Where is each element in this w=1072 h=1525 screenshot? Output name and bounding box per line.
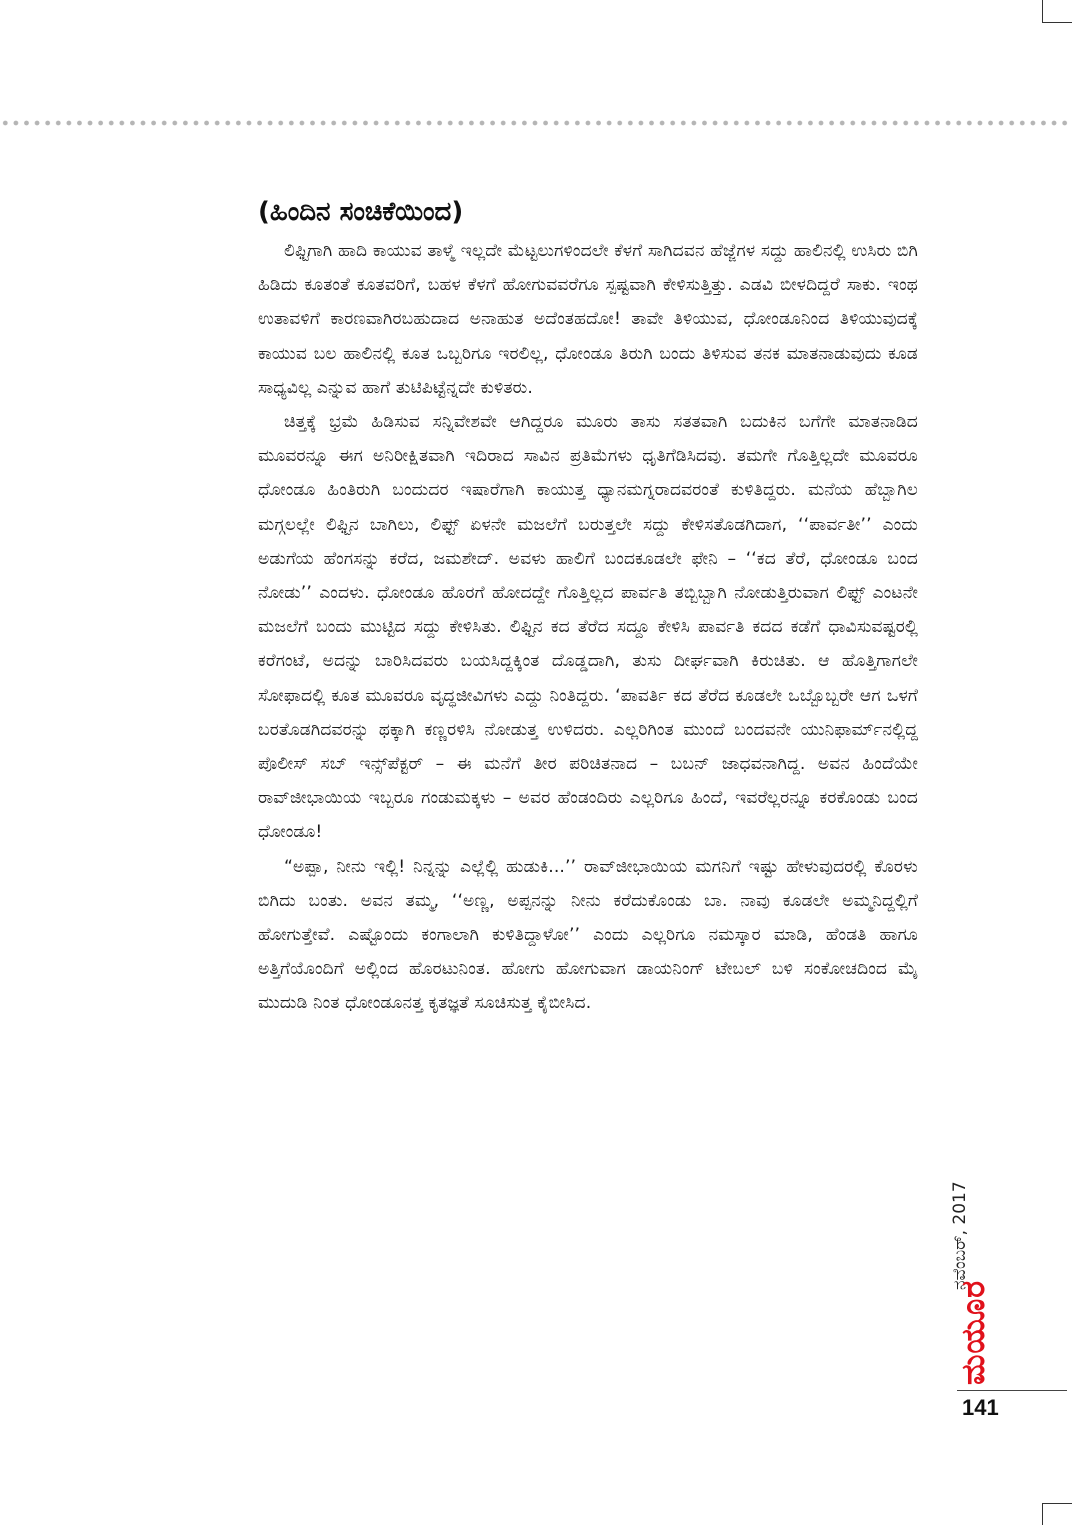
crop-mark-bottom-right xyxy=(1042,1503,1072,1504)
paragraph-2: ಚಿತ್ತಕ್ಕೆ ಭ್ರಮೆ ಹಿಡಿಸುವ ಸನ್ನಿವೇಶವೇ ಆಗಿದ್ದರೂ ಮೂರು ತಾಸು ಸತತವಾಗಿ ಬದುಕಿನ ಬಗೆಗೇ ಮಾತನಾಡಿದ ಮೂವರನ್ನೂ ಈಗ ಅನಿರೀಕ್ಷಿತವಾಗಿ ಇದಿರಾದ ಸಾವಿನ ಪ್ರತಿಮೆಗಳು ಧೃತಿಗೆಡಿಸಿದವು. ತಮಗೇ ಗೊತ್ತಿಲ್ಲದೇ ಮೂವರೂ ಧೋಂಡೂ ಹಿಂತಿರುಗಿ ಬಂದುದರ ಇಷಾರೆಗಾಗಿ ಕಾಯುತ್ತ ಧ್ಯಾನಮಗ್ನರಾದವರಂತೆ ಕುಳಿತಿದ್ದರು. ಮನೆಯ ಹೆಬ್ಬಾಗಿಲ ಮಗ್ಗಲಲ್ಲೇ ಲಿಫ್ಟಿನ ಬಾಗಿಲು, ಲಿಫ್ಟ್ ಏಳನೇ ಮಜಲೆಗೆ ಬರುತ್ತಲೇ ಸದ್ದು ಕೇಳಿಸತೊಡಗಿದಾಗ, ‘‘ಪಾರ್ವತೀ’’ ಎಂದು ಅಡುಗೆಯ ಹೆಂಗಸನ್ನು ಕರೆದ, ಜಮಶೇದ್. ಅವಳು ಹಾಲಿಗೆ ಬಂದಕೂಡಲೇ ಫೇನಿ – ‘‘ಕದ ತೆರೆ, ಧೋಂಡೂ ಬಂದ ನೋಡು’’ ಎಂದಳು. ಧೋಂಡೂ ಹೊರಗೆ ಹೋದದ್ದೇ ಗೊತ್ತಿಲ್ಲದ ಪಾರ್ವತಿ ತಬ್ಬಿಬ್ಬಾಗಿ ನೋಡುತ್ತಿರುವಾಗ ಲಿಫ್ಟ್ ಎಂಟನೇ ಮಜಲೆಗೆ ಬಂದು ಮುಟ್ಟಿದ ಸದ್ದು ಕೇಳಿಸಿತು. ಲಿಫ್ಟಿನ ಕದ ತೆರೆದ ಸದ್ದೂ ಕೇಳಿಸಿ ಪಾರ್ವತಿ ಕದದ ಕಡೆಗೆ ಧಾವಿಸುವಷ್ಟರಲ್ಲಿ ಕರೆಗಂಟೆ, ಅದನ್ನು ಬಾರಿಸಿದವರು ಬಯಸಿದ್ದಕ್ಕಿಂತ ದೊಡ್ಡದಾಗಿ, ತುಸು ದೀರ್ಘವಾಗಿ ಕಿರುಚಿತು. ಆ ಹೊತ್ತಿಗಾಗಲೇ ಸೋಫಾದಲ್ಲಿ ಕೂತ ಮೂವರೂ ವೃದ್ಧಜೀವಿಗಳು ಎದ್ದು ನಿಂತಿದ್ದರು. ‘ಪಾವರ್ತಿ ಕದ ತೆರೆದ ಕೂಡಲೇ ಒಬ್ಬೊಬ್ಬರೇ ಆಗ ಒಳಗೆ ಬರತೊಡಗಿದವರನ್ನು ಥಕ್ಕಾಗಿ ಕಣ್ಣರಳಿಸಿ ನೋಡುತ್ತ ಉಳಿದರು. ಎಲ್ಲರಿಗಿಂತ ಮುಂದೆ ಬಂದವನೇ ಯುನಿಫಾರ್ಮ್‌ನಲ್ಲಿದ್ದ ಪೊಲೀಸ್ ಸಬ್ ಇನ್ಸ್‌ಪೆಕ್ಟರ್ – ಈ ಮನೆಗೆ ತೀರ ಪರಿಚಿತನಾದ – ಬಬನ್ ಜಾಧವನಾಗಿದ್ದ. ಅವನ ಹಿಂದೆಯೇ ರಾವ್‌ಜೀಭಾಯಿಯ ಇಬ್ಬರೂ ಗಂಡುಮಕ್ಕಳು – ಅವರ ಹೆಂಡಂದಿರು ಎಲ್ಲರಿಗೂ ಹಿಂದೆ, ಇವರೆಲ್ಲರನ್ನೂ ಕರಕೊಂಡು ಬಂದ ಧೋಂಡೂ! xyxy=(258,412,918,843)
issue-date: ನವೆಂಬರ್, 2017 xyxy=(950,1181,970,1290)
page-number: 141 xyxy=(962,1395,999,1420)
paragraph-3: “ಅಪ್ಪಾ, ನೀನು ಇಲ್ಲಿ! ನಿನ್ನನ್ನು ಎಲ್ಲೆಲ್ಲಿ ಹುಡುಕಿ...’’ ರಾವ್‌ಜೀಭಾಯಿಯ ಮಗನಿಗೆ ಇಷ್ಟು ಹೇಳುವುದರಲ್ಲಿ ಕೊರಳು ಬಿಗಿದು ಬಂತು. ಅವನ ತಮ್ಮ, ‘‘ಅಣ್ಣ, ಅಪ್ಪನನ್ನು ನೀನು ಕರೆದುಕೊಂಡು ಬಾ. ನಾವು ಕೂಡಲೇ ಅಮ್ಮನಿದ್ದಲ್ಲಿಗೆ ಹೋಗುತ್ತೇವೆ. ಎಷ್ಟೊಂದು ಕಂಗಾಲಾಗಿ ಕುಳಿತಿದ್ದಾಳೋ’’ ಎಂದು ಎಲ್ಲರಿಗೂ ನಮಸ್ಕಾರ ಮಾಡಿ, ಹೆಂಡತಿ ಹಾಗೂ ಅತ್ತಿಗೆಯೊಂದಿಗೆ ಅಲ್ಲಿಂದ ಹೊರಟುನಿಂತ. ಹೋಗು ಹೋಗುವಾಗ ಡಾಯನಿಂಗ್ ಟೇಬಲ್ ಬಳಿ ಸಂಕೋಚದಿಂದ ಮೈ ಮುದುಡಿ ನಿಂತ ಧೋಂಡೂನತ್ತ ಕೃತಜ್ಞತೆ ಸೂಚಿಸುತ್ತ ಕೈಬೀಸಿದ. xyxy=(258,856,918,1014)
article-body xyxy=(258,190,918,1021)
magazine-logo: ಮಯೂರ xyxy=(954,1279,992,1385)
article-heading: (ಹಿಂದಿನ ಸಂಚಿಕೆಯಿಂದ) xyxy=(258,197,464,227)
crop-mark-top-right xyxy=(1042,22,1072,23)
paragraph-1: ಲಿಫ್ಟಿಗಾಗಿ ಹಾದಿ ಕಾಯುವ ತಾಳ್ಮೆ ಇಲ್ಲದೇ ಮೆಟ್ಟಲುಗಳಿಂದಲೇ ಕೆಳಗೆ ಸಾಗಿದವನ ಹೆಜ್ಜೆಗಳ ಸದ್ದು ಹಾಲಿನಲ್ಲಿ ಉಸಿರು ಬಿಗಿ ಹಿಡಿದು ಕೂತಂತೆ ಕೂತವರಿಗೆ, ಬಹಳ ಕೆಳಗೆ ಹೋಗುವವರೆಗೂ ಸ್ಪಷ್ಟವಾಗಿ ಕೇಳಿಸುತ್ತಿತ್ತು. ಎಡವಿ ಬೀಳದಿದ್ದರೆ ಸಾಕು. ಇಂಥ ಉತಾವಳಿಗೆ ಕಾರಣವಾಗಿರಬಹುದಾದ ಅನಾಹುತ ಅದೆಂತಹದೋ! ತಾವೇ ತಿಳಿಯುವ, ಧೋಂಡೂನಿಂದ ತಿಳಿಯುವುದಕ್ಕೆ ಕಾಯುವ ಬಲ ಹಾಲಿನಲ್ಲಿ ಕೂತ ಒಬ್ಬರಿಗೂ ಇರಲಿಲ್ಲ, ಧೋಂಡೂ ತಿರುಗಿ ಬಂದು ತಿಳಿಸುವ ತನಕ ಮಾತನಾಡುವುದು ಕೂಡ ಸಾಧ್ಯವಿಲ್ಲ ಎನ್ನುವ ಹಾಗೆ ತುಟಿಪಿಟ್ಟೆನ್ನದೇ ಕುಳಿತರು. xyxy=(258,241,918,398)
crop-mark-top-right xyxy=(1042,0,1043,22)
page-number-rule xyxy=(957,1390,1067,1391)
dotted-divider xyxy=(0,120,1072,126)
crop-mark-bottom-right xyxy=(1042,1503,1043,1525)
